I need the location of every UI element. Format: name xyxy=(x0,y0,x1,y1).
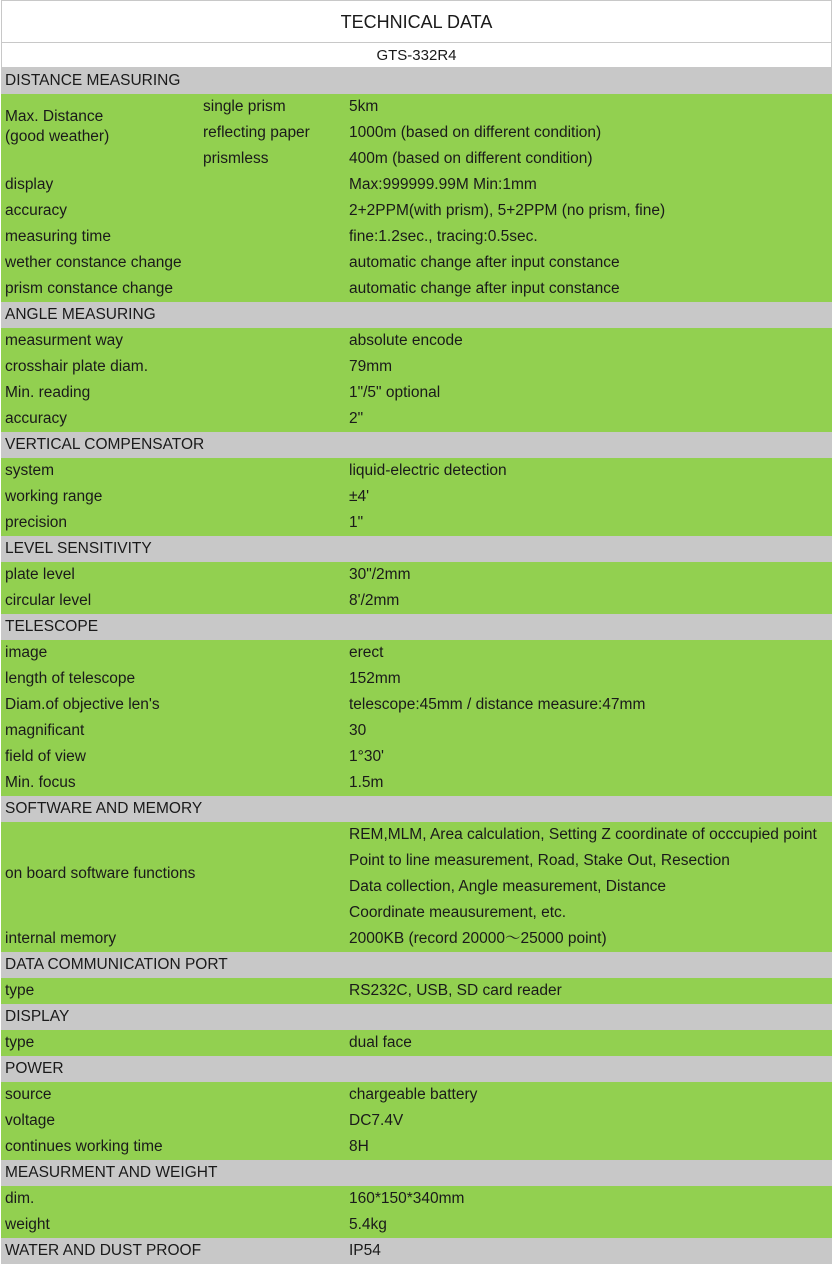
section-title: VERTICAL COMPENSATOR xyxy=(5,436,205,453)
table-row xyxy=(1,822,832,848)
table-row xyxy=(1,510,832,536)
value: REM,MLM, Area calculation, Setting Z coordinate of occcupied point xyxy=(349,826,817,843)
value: 8'/2mm xyxy=(349,592,400,609)
table-row xyxy=(1,406,832,432)
section-title: DISPLAY xyxy=(5,1008,70,1025)
label: dim. xyxy=(5,1190,35,1207)
section-angle-measuring xyxy=(1,302,832,328)
value: telescope:45mm / distance measure:47mm xyxy=(349,696,646,713)
value: 1.5m xyxy=(349,774,384,791)
label: Diam.of objective len's xyxy=(5,696,160,713)
section-title: TELESCOPE xyxy=(5,618,99,635)
value: IP54 xyxy=(349,1242,381,1259)
table-row xyxy=(1,1212,832,1238)
section-water-dust-proof xyxy=(1,1238,832,1264)
sub-label: prismless xyxy=(203,150,269,167)
value: 2+2PPM(with prism), 5+2PPM (no prism, fine) xyxy=(349,202,666,219)
table-row xyxy=(1,380,832,406)
section-measurement-weight xyxy=(1,1160,832,1186)
label: image xyxy=(5,644,48,661)
label: prism constance change xyxy=(5,280,174,297)
section-title: LEVEL SENSITIVITY xyxy=(5,540,152,557)
value: automatic change after input constance xyxy=(349,254,620,271)
table-row xyxy=(1,744,832,770)
label: display xyxy=(5,176,54,193)
section-vertical-compensator xyxy=(1,432,832,458)
table-row xyxy=(1,1186,832,1212)
value: 5.4kg xyxy=(349,1216,387,1233)
table-row xyxy=(1,1108,832,1134)
value: 160*150*340mm xyxy=(349,1190,465,1207)
label: continues working time xyxy=(5,1138,163,1155)
table-row xyxy=(1,328,832,354)
section-title: DISTANCE MEASURING xyxy=(5,72,181,89)
table-row xyxy=(1,172,832,198)
label: accuracy xyxy=(5,410,68,427)
value: 1°30' xyxy=(349,748,385,765)
label: system xyxy=(5,462,55,479)
value: 30"/2mm xyxy=(349,566,411,583)
section-title: SOFTWARE AND MEMORY xyxy=(5,800,203,817)
value: Data collection, Angle measurement, Distance xyxy=(349,878,667,895)
value: Coordinate meausurement, etc. xyxy=(349,904,567,921)
label: weight xyxy=(5,1216,50,1233)
value: erect xyxy=(349,644,384,661)
value: absolute encode xyxy=(349,332,463,349)
table-row xyxy=(1,250,832,276)
label: type xyxy=(5,1034,35,1051)
value: 400m (based on different condition) xyxy=(349,150,593,167)
label: crosshair plate diam. xyxy=(5,358,149,375)
table-row xyxy=(1,640,832,666)
model-name: GTS-332R4 xyxy=(1,42,832,68)
table-row xyxy=(1,198,832,224)
sheet-title: TECHNICAL DATA xyxy=(1,0,832,42)
value: 1000m (based on different condition) xyxy=(349,124,602,141)
section-power xyxy=(1,1056,832,1082)
section-distance-measuring xyxy=(1,68,832,94)
value: 8H xyxy=(349,1138,369,1155)
table-row xyxy=(1,94,832,120)
label: magnificant xyxy=(5,722,85,739)
table-row xyxy=(1,588,832,614)
value: ±4' xyxy=(349,488,370,505)
section-title: ANGLE MEASURING xyxy=(5,306,156,323)
value: 2000KB (record 20000～25000 point) xyxy=(349,930,607,947)
table-row xyxy=(1,458,832,484)
section-title: MEASURMENT AND WEIGHT xyxy=(5,1164,218,1181)
table-row xyxy=(1,562,832,588)
label: length of telescope xyxy=(5,670,136,687)
section-telescope xyxy=(1,614,832,640)
label: Min. reading xyxy=(5,384,91,401)
section-title: DATA COMMUNICATION PORT xyxy=(5,956,228,973)
value: fine:1.2sec., tracing:0.5sec. xyxy=(349,228,538,245)
max-distance-label-line2: (good weather) xyxy=(5,128,110,145)
table-row xyxy=(1,874,832,900)
max-distance-label-line1: Max. Distance xyxy=(5,108,104,125)
label: source xyxy=(5,1086,52,1103)
section-data-communication-port xyxy=(1,952,832,978)
label: measuring time xyxy=(5,228,111,245)
table-row xyxy=(1,1082,832,1108)
label: Min. focus xyxy=(5,774,76,791)
label: circular level xyxy=(5,592,92,609)
label: wether constance change xyxy=(5,254,182,271)
software-functions-label: on board software functions xyxy=(5,865,196,882)
table-row xyxy=(1,1134,832,1160)
label: internal memory xyxy=(5,930,117,947)
value: 152mm xyxy=(349,670,401,687)
section-title: POWER xyxy=(5,1060,64,1077)
software-functions-block xyxy=(1,822,832,926)
label: voltage xyxy=(5,1112,55,1129)
table-row xyxy=(1,1030,832,1056)
label: accuracy xyxy=(5,202,68,219)
label: precision xyxy=(5,514,68,531)
section-software-memory xyxy=(1,796,832,822)
value: 1"/5" optional xyxy=(349,384,441,401)
table-row xyxy=(1,120,832,146)
table-row xyxy=(1,926,832,952)
table-row xyxy=(1,900,832,926)
sub-label: reflecting paper xyxy=(203,124,310,141)
table-row xyxy=(1,848,832,874)
label: working range xyxy=(5,488,103,505)
value: dual face xyxy=(349,1034,412,1051)
table-row xyxy=(1,354,832,380)
max-distance-block xyxy=(1,94,832,172)
table-row xyxy=(1,666,832,692)
value: chargeable battery xyxy=(349,1086,478,1103)
value: Max:999999.99M Min:1mm xyxy=(349,176,537,193)
value: liquid-electric detection xyxy=(349,462,507,479)
sub-label: single prism xyxy=(203,98,286,115)
value: 1" xyxy=(349,514,364,531)
value: RS232C, USB, SD card reader xyxy=(349,982,562,999)
table-row xyxy=(1,978,832,1004)
label: field of view xyxy=(5,748,86,765)
section-title: WATER AND DUST PROOF xyxy=(5,1242,202,1259)
technical-data-sheet xyxy=(1,0,832,1264)
table-row xyxy=(1,770,832,796)
value: 79mm xyxy=(349,358,393,375)
label: measurment way xyxy=(5,332,124,349)
value: 30 xyxy=(349,722,367,739)
table-row xyxy=(1,146,832,172)
table-row xyxy=(1,718,832,744)
table-row xyxy=(1,224,832,250)
value: automatic change after input constance xyxy=(349,280,620,297)
label: type xyxy=(5,982,35,999)
section-level-sensitivity xyxy=(1,536,832,562)
table-row xyxy=(1,276,832,302)
section-display xyxy=(1,1004,832,1030)
value: 5km xyxy=(349,98,379,115)
label: plate level xyxy=(5,566,75,583)
value: Point to line measurement, Road, Stake Out, Resection xyxy=(349,852,730,869)
value: 2" xyxy=(349,410,364,427)
table-row xyxy=(1,692,832,718)
value: DC7.4V xyxy=(349,1112,404,1129)
table-row xyxy=(1,484,832,510)
